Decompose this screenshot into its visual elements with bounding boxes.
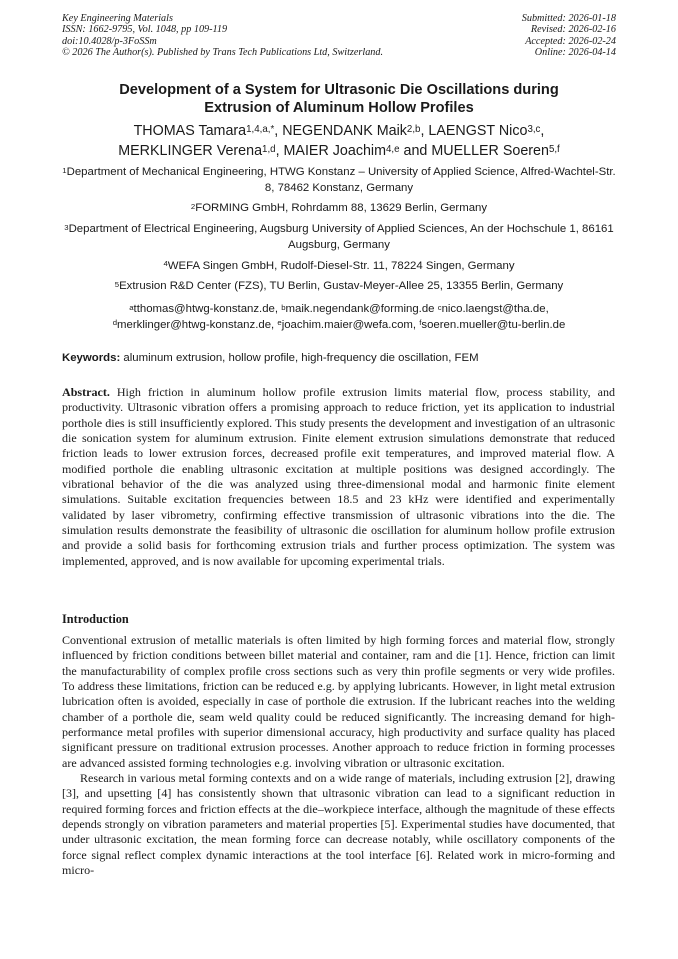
author-name: MUELLER Soeren	[431, 142, 549, 159]
author-name: NEGENDANK Maik	[282, 123, 407, 139]
author	[431, 143, 559, 159]
author-name: LAENGST Nico	[428, 123, 528, 139]
paragraph: Research in various metal forming contexts and on a wide range of materials, including extrusion [2], drawing [3], and upsetting [4] has consistently shown that ultrasonic vibration can lead to a significant reduction in required forming forces and friction effects at the die–workpiece interface, although the magnitude of these effects depends strongly on vibration parameters and material properties [5]. Experimental studies have documented, that under ultrasonic excitation, the mean forming force can decrease notably, while oscillatory components of the force signal reflect complex dynamic interactions at the tool interface [6]. Related work in micro-forming and micro-	[62, 771, 615, 878]
author-sup: 5,f	[548, 143, 560, 155]
affiliation-text: WEFA Singen GmbH, Rudolf-Diesel-Str. 11, 78224 Singen, Germany	[167, 259, 515, 272]
author-sup: 1,d	[262, 143, 276, 155]
affiliation-sup: 1	[62, 165, 67, 175]
affiliation	[62, 165, 616, 196]
author-name: MAIER Joachim	[283, 142, 387, 159]
email-sup: d	[112, 318, 118, 328]
paper-title	[70, 81, 608, 117]
author-name: THOMAS Tamara	[133, 123, 247, 139]
email-link[interactable]: soeren.mueller@tu-berlin.de	[421, 318, 566, 331]
email-link[interactable]: joachim.maier@wefa.com,	[281, 318, 420, 331]
affiliation-sup: 4	[163, 259, 168, 269]
email-sup: a	[129, 302, 134, 312]
accepted-date: Accepted: 2026-02-24	[525, 35, 616, 47]
affiliation	[62, 201, 616, 217]
title-line-1: Development of a System for Ultrasonic Die Oscillations during	[119, 82, 559, 98]
affiliation-text: Department of Electrical Engineering, Augsburg University of Applied Sciences, An der Hochschule 1, 86161 Augsburg, Germany	[68, 223, 614, 251]
paragraph: Conventional extrusion of metallic materials is often limited by high forming forces and material flow, strongly influenced by friction conditions between billet material and container, ram and die [1]. Hence, friction can limit the manufacturability of complex profile cross sections such as very thin profile segments or very wide profiles. To address these limitations, friction can be reduced e.g. by applying lubricants. However, in light metal extrusion lubrication often is avoided, especially in case of porthole die extrusion. If the lubricant reaches into the welding chamber of a porthole die, seam weld quality could be reduced significantly. The increasing demand for high-performance metal profiles with superior dimensional accuracy, high productivity and surface quality has placed significant pressure on traditional extrusion processes. Another approach to reduce friction in forming processes are advanced assisted forming technologies e.g. involving vibration or ultrasonic excitation.	[62, 633, 615, 770]
author-sup: 2,b	[406, 124, 421, 136]
affiliations	[62, 165, 616, 338]
abstract	[62, 385, 615, 569]
online-date: Online: 2026-04-14	[534, 47, 616, 59]
copyright: © 2026 The Author(s). Published by Trans Tech Publications Ltd, Switzerland.	[62, 47, 384, 59]
author-sup: 3,c	[527, 124, 541, 136]
author-sup: 4,e	[386, 143, 400, 155]
section-heading-introduction: Introduction	[62, 612, 129, 626]
email-sup: b	[281, 302, 286, 312]
abstract-text: High friction in aluminum hollow profile extrusion limits material flow, process stability, and productivity. Ultrasonic vibration offers a promising approach to reduce friction, yet its application to industrial porthole dies is still insufficiently explored. This study presents the development and investigation of an ultrasonic die sonication system for aluminum extrusion. Finite element extrusion simulations demonstrate that reduced friction leads to lower extrusion forces, decreased profile exit temperatures, and improved material flow. A modified porthole die enabling ultrasonic excitation at multiple positions was designed accordingly. The vibrational behavior of the die was analyzed using three-dimensional modal and harmonic finite element simulations. Suitable excitation frequencies between 18.5 and 23 kHz were identified and experimentally validated by laser vibrometry, confirming effective transmission of ultrasonic vibrations into the die. The simulation results demonstrate the feasibility of ultrasonic die oscillation for aluminum hollow profile extrusion and provide a solid basis for forthcoming extrusion trials and further process optimization. The system was implemented, approved, and is now available for upcoming experimental trials.	[62, 385, 615, 568]
affiliation-sup: 2	[190, 202, 196, 212]
author-sep: ,	[274, 123, 283, 139]
abstract-paragraph	[62, 385, 615, 569]
affiliation	[62, 259, 616, 275]
title-line-2: Extrusion of Aluminum Hollow Profiles	[204, 100, 474, 116]
affiliation-sup: 3	[64, 222, 69, 232]
author-sep: ,	[540, 123, 545, 139]
affiliation	[62, 222, 616, 253]
email-sup: f	[419, 318, 422, 328]
author	[118, 143, 283, 159]
abstract-label: Abstract.	[62, 385, 110, 399]
email-link[interactable]: nico.laengst@tha.de,	[441, 302, 549, 315]
email-sup: e	[277, 318, 282, 328]
email-link[interactable]: merklinger@htwg-konstanz.de,	[117, 318, 278, 331]
journal-header	[62, 13, 616, 59]
keywords	[62, 351, 616, 366]
author-sep: ,	[275, 142, 284, 159]
author-sup: 1,4,a,*	[246, 124, 275, 136]
author	[134, 123, 283, 139]
author	[428, 123, 544, 139]
email-list	[62, 302, 616, 333]
author-sep: ,	[420, 123, 429, 139]
submitted-date: Submitted: 2026-01-18	[521, 13, 616, 24]
affiliation-text: Extrusion R&D Center (FZS), TU Berlin, Gustav-Meyer-Allee 25, 13355 Berlin, Germany	[119, 280, 564, 293]
keywords-text: aluminum extrusion, hollow profile, high-frequency die oscillation, FEM	[120, 352, 479, 364]
author	[282, 123, 428, 139]
affiliation-sup: 5	[114, 280, 120, 289]
journal-name: Key Engineering Materials	[62, 13, 173, 24]
revised-date: Revised: 2026-02-16	[530, 24, 616, 36]
author	[284, 143, 432, 159]
affiliation-text: FORMING GmbH, Rohrdamm 88, 13629 Berlin, Germany	[195, 202, 488, 215]
doi: doi:10.4028/p-3FoSSm	[62, 35, 157, 47]
introduction-body	[62, 633, 615, 879]
email-sup: c	[437, 302, 442, 312]
publication-dates	[522, 13, 616, 59]
affiliation-text: Department of Mechanical Engineering, HTWG Konstanz – University of Applied Science, Alfred-Wachtel-Str. 8, 78462 Konstanz, Germany	[66, 166, 616, 194]
issn: ISSN: 1662-9795, Vol. 1048, pp 109-119	[62, 24, 228, 36]
email-link[interactable]: maik.negendank@forming.de	[285, 302, 438, 315]
author-list	[60, 122, 618, 161]
keywords-label: Keywords:	[62, 352, 121, 364]
journal-info	[62, 13, 383, 59]
affiliation	[62, 279, 616, 295]
author-name: MERKLINGER Verena	[118, 142, 263, 159]
email-link[interactable]: tthomas@htwg-konstanz.de,	[133, 302, 282, 315]
author-sep: and	[399, 142, 432, 159]
